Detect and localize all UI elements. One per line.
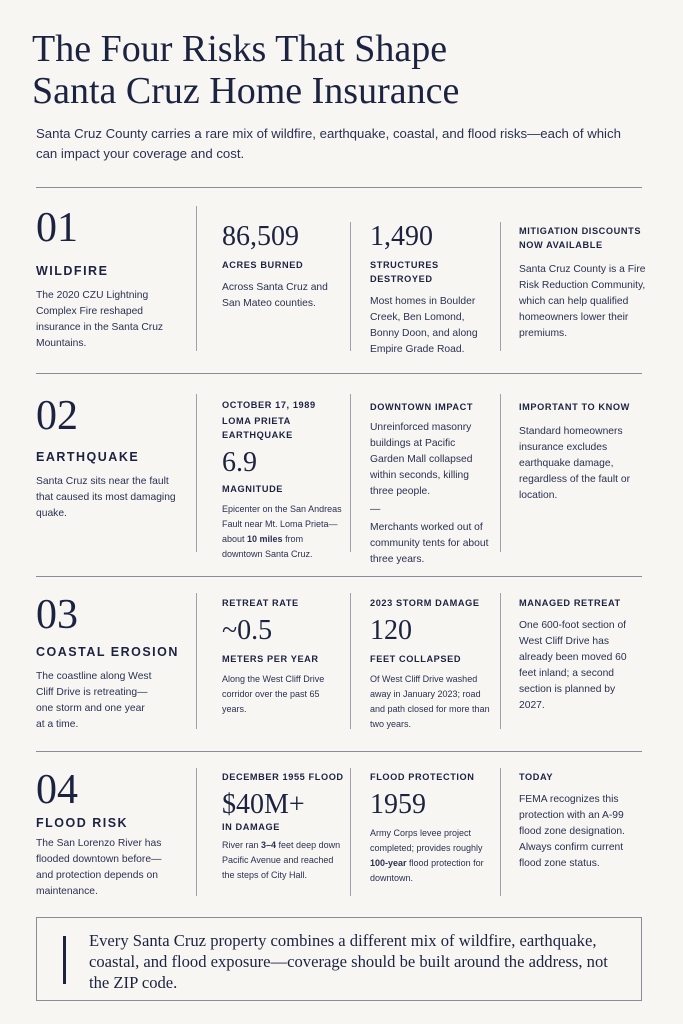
column-divider <box>196 394 197 552</box>
stat-label: METERS PER YEAR <box>222 654 319 664</box>
section-number: 04 <box>36 767 78 813</box>
coastal-storm-stat <box>370 596 494 732</box>
stat-value: 86,509 <box>222 221 299 252</box>
section-category: COASTAL EROSION <box>36 645 179 659</box>
title-line-2: Santa Cruz Home Insurance <box>32 70 460 112</box>
divider-rule <box>36 751 642 752</box>
stat-label: ACRES BURNED <box>222 260 304 270</box>
note-label: TODAY <box>519 772 554 782</box>
stat-value: 120 <box>370 615 412 646</box>
note-label: MANAGED RETREAT <box>519 598 621 608</box>
stat-value: ~0.5 <box>222 615 273 646</box>
column-divider <box>500 222 501 351</box>
stat-heading: 2023 STORM DAMAGE <box>370 598 480 608</box>
section-wildfire-intro <box>36 206 176 352</box>
column-divider <box>196 768 197 896</box>
section-summary: The coastline along West Cliff Drive is retreating—one storm and one year at a time. <box>36 671 152 730</box>
column-divider <box>500 593 501 729</box>
page-title <box>32 28 652 112</box>
section-number: 02 <box>36 393 78 439</box>
divider-rule <box>36 187 642 188</box>
stat-value: 6.9 <box>222 447 257 478</box>
section-summary: The San Lorenzo River has flooded downtown before—and protection depends on maintenance. <box>36 838 162 897</box>
note-text: FEMA recognizes this protection with an A-99 flood zone designation. Always confirm current flood zone status. <box>519 794 625 869</box>
stat-label: MAGNITUDE <box>222 484 284 494</box>
section-flood-intro <box>36 768 186 900</box>
section-category: FLOOD RISK <box>36 816 129 830</box>
earthquake-magnitude-stat <box>222 398 346 562</box>
note-divider: — <box>370 504 381 515</box>
column-divider <box>196 593 197 729</box>
section-category: WILDFIRE <box>36 264 109 278</box>
stat-description: Of West Cliff Drive washed away in January 2023; road and path closed for more than two years. <box>370 674 490 729</box>
stat-heading: DECEMBER 1955 FLOOD <box>222 772 344 782</box>
note-label: MITIGATION DISCOUNTS NOW AVAILABLE <box>519 226 642 250</box>
divider-rule <box>36 373 642 374</box>
stat-heading: RETREAT RATE <box>222 598 299 608</box>
column-divider <box>500 768 501 896</box>
flood-today-note <box>519 770 643 872</box>
stat-description: Army Corps levee project completed; provides roughly 100-year flood protection for downtown. <box>370 828 484 883</box>
event-date: OCTOBER 17, 1989 <box>222 400 316 410</box>
section-coastal-intro <box>36 593 186 733</box>
wildfire-structures-stat <box>370 222 492 358</box>
earthquake-important-note <box>519 400 643 504</box>
note-text: Unreinforced masonry buildings at Pacific Garden Mall collapsed within seconds, killing three people. <box>370 422 473 497</box>
wildfire-mitigation-note <box>519 224 647 342</box>
footer-quote-box <box>36 917 642 1001</box>
stat-label: FEET COLLAPSED <box>370 654 462 664</box>
column-divider <box>500 394 501 552</box>
stat-label: STRUCTURES DESTROYED <box>370 260 439 284</box>
stat-description: Across Santa Cruz and San Mateo counties. <box>222 282 328 309</box>
section-summary: Santa Cruz sits near the fault that caused its most damaging quake. <box>36 476 176 519</box>
column-divider <box>350 593 351 729</box>
quote-accent-bar <box>63 936 66 984</box>
note-text: One 600-foot section of West Cliff Drive has already been moved 60 feet inland; a second section is planned by 2027. <box>519 620 627 711</box>
section-category: EARTHQUAKE <box>36 450 140 464</box>
stat-value: 1,490 <box>370 221 433 252</box>
column-divider <box>350 222 351 351</box>
section-number: 01 <box>36 205 78 251</box>
event-name: LOMA PRIETA EARTHQUAKE <box>222 416 293 440</box>
intro-text: Santa Cruz County carries a rare mix of wildfire, earthquake, coastal, and flood risks—each of which can impact your coverage and cost. <box>36 126 621 161</box>
stat-description: Along the West Cliff Drive corridor over the past 65 years. <box>222 674 325 714</box>
coastal-retreat-stat <box>222 596 346 717</box>
footer-quote: Every Santa Cruz property combines a different mix of wildfire, earthquake, coastal, and flood exposure—coverage should be built around the address, not the ZIP code. <box>89 931 608 992</box>
title-line-1: The Four Risks That Shape <box>32 28 448 70</box>
note-label: DOWNTOWN IMPACT <box>370 402 474 412</box>
column-divider <box>350 768 351 896</box>
earthquake-downtown-impact <box>370 400 492 568</box>
stat-description: Most homes in Boulder Creek, Ben Lomond, Bonny Doon, and along Empire Grade Road. <box>370 296 478 355</box>
column-divider <box>196 206 197 351</box>
section-earthquake-intro <box>36 394 186 522</box>
wildfire-acres-stat <box>222 222 342 312</box>
stat-value: 1959 <box>370 789 426 820</box>
coastal-managed-retreat-note <box>519 596 643 714</box>
section-summary: The 2020 CZU Lightning Complex Fire reshaped insurance in the Santa Cruz Mountains. <box>36 290 164 349</box>
stat-description: Epicenter on the San Andreas Fault near Mt. Loma Prieta—about 10 miles from downtown Santa Cruz. <box>222 504 342 559</box>
note-text: Standard homeowners insurance excludes earthquake damage, regardless of the fault or location. <box>519 426 631 501</box>
section-number: 03 <box>36 592 78 638</box>
stat-heading: FLOOD PROTECTION <box>370 772 475 782</box>
flood-protection-stat <box>370 770 494 886</box>
note-label: IMPORTANT TO KNOW <box>519 402 630 412</box>
flood-damage-stat <box>222 770 346 883</box>
column-divider <box>350 394 351 552</box>
divider-rule <box>36 576 642 577</box>
stat-value: $40M+ <box>222 789 305 820</box>
note-text: Santa Cruz County is a Fire Risk Reduction Community, which can help qualified homeowners lower their premiums. <box>519 264 646 339</box>
note-text-secondary: Merchants worked out of community tents for about three years. <box>370 522 489 565</box>
stat-description: River ran 3–4 feet deep down Pacific Avenue and reached the steps of City Hall. <box>222 840 341 880</box>
stat-label: IN DAMAGE <box>222 822 280 832</box>
